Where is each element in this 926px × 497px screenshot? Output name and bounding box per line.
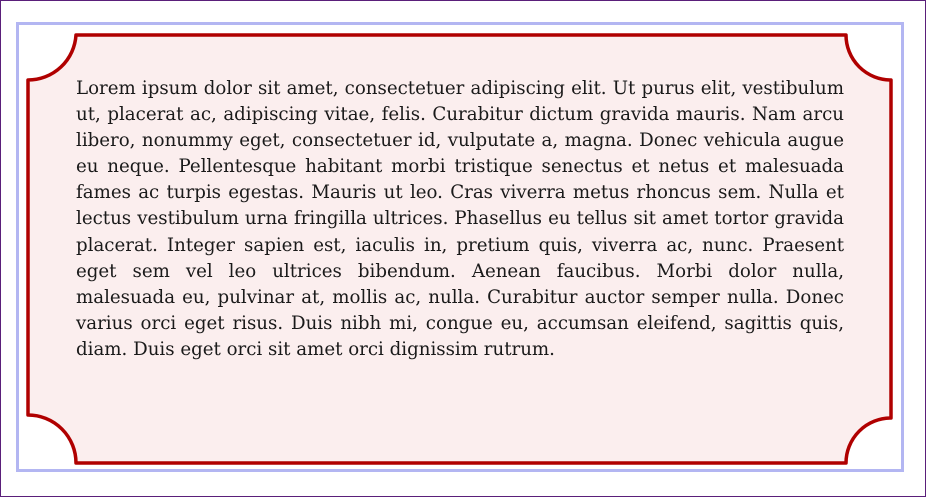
box-body-text: Lorem ipsum dolor sit amet, consectetuer adipiscing elit. Ut purus elit, vestibulum ut, placerat ac, adipiscing vitae, felis. Curabitur dictum gravida mauris. Nam arcu libero, nonummy eget, consectetuer id, vulputate a, magna. Donec vehicula augue eu neque. Pellentesque habitant morbi tristique senectus et netus et malesuada fames ac turpis egestas. Mauris ut leo. Cras viverra metus rhoncus sem. Nulla et lectus vestibulum urna fringilla ultrices. Phasellus eu tellus sit amet tortor gravida placerat. Integer sapien est, iaculis in, pretium quis, viverra ac, nunc. Praesent eget sem vel leo ultrices bibendum. Aenean faucibus. Morbi dolor nulla, malesuada eu, pulvinar at, mollis ac, nulla. Curabitur auctor semper nulla. Donec varius orci eget risus. Duis nibh mi, congue eu, accumsan eleifend, sagittis quis, diam. Duis eget orci sit amet orci dignissim rutrum. bbox=[76, 78, 844, 360]
